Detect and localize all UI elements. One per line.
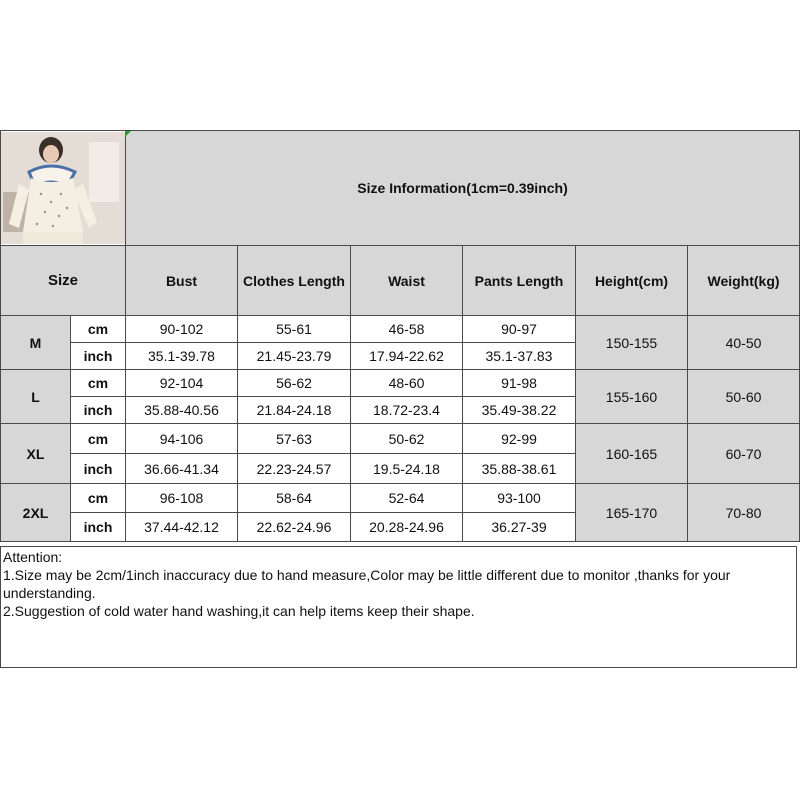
product-photo-cell	[1, 131, 126, 246]
table-cell: 48-60	[351, 370, 463, 397]
unit-cm: cm	[71, 424, 126, 454]
clothes-length-header: Clothes Length	[238, 246, 351, 316]
size-label: 2XL	[1, 484, 71, 542]
table-cell: 19.5-24.18	[351, 454, 463, 484]
table-cell: 52-64	[351, 484, 463, 513]
height-cell: 155-160	[576, 370, 688, 424]
weight-cell: 70-80	[688, 484, 800, 542]
unit-cm: cm	[71, 316, 126, 343]
table-cell: 92-104	[126, 370, 238, 397]
table-cell: 90-102	[126, 316, 238, 343]
table-cell: 21.84-24.18	[238, 397, 351, 424]
bust-header: Bust	[126, 246, 238, 316]
weight-cell: 50-60	[688, 370, 800, 424]
table-cell: 90-97	[463, 316, 576, 343]
height-header: Height(cm)	[576, 246, 688, 316]
table-cell: 96-108	[126, 484, 238, 513]
product-photo	[1, 132, 125, 244]
table-cell: 18.72-23.4	[351, 397, 463, 424]
height-cell: 150-155	[576, 316, 688, 370]
table-cell: 20.28-24.96	[351, 513, 463, 542]
table-row	[1, 424, 800, 454]
attention-note	[0, 546, 797, 668]
table-row	[1, 370, 800, 397]
table-cell: 50-62	[351, 424, 463, 454]
table-cell: 21.45-23.79	[238, 343, 351, 370]
table-cell: 93-100	[463, 484, 576, 513]
table-cell: 35.88-40.56	[126, 397, 238, 424]
table-cell: 58-64	[238, 484, 351, 513]
table-cell: 22.62-24.96	[238, 513, 351, 542]
table-cell: 55-61	[238, 316, 351, 343]
table-cell: 35.88-38.61	[463, 454, 576, 484]
pants-length-header: Pants Length	[463, 246, 576, 316]
size-label: L	[1, 370, 71, 424]
unit-inch: inch	[71, 343, 126, 370]
table-cell: 17.94-22.62	[351, 343, 463, 370]
table-cell: 94-106	[126, 424, 238, 454]
height-cell: 165-170	[576, 484, 688, 542]
table-cell: 36.27-39	[463, 513, 576, 542]
size-chart	[0, 130, 799, 542]
size-header: Size	[1, 246, 126, 316]
table-cell: 22.23-24.57	[238, 454, 351, 484]
table-cell: 46-58	[351, 316, 463, 343]
height-cell: 160-165	[576, 424, 688, 484]
attention-heading: Attention:	[3, 549, 63, 565]
waist-header: Waist	[351, 246, 463, 316]
attention-line-2: 2.Suggestion of cold water hand washing,it can help items keep their shape.	[3, 603, 475, 619]
table-cell: 91-98	[463, 370, 576, 397]
size-label: M	[1, 316, 71, 370]
unit-inch: inch	[71, 513, 126, 542]
size-info-title: Size Information(1cm=0.39inch)	[126, 131, 800, 246]
table-cell: 36.66-41.34	[126, 454, 238, 484]
size-table	[0, 130, 800, 542]
unit-cm: cm	[71, 484, 126, 513]
weight-header: Weight(kg)	[688, 246, 800, 316]
weight-cell: 60-70	[688, 424, 800, 484]
table-cell: 35.49-38.22	[463, 397, 576, 424]
table-cell: 92-99	[463, 424, 576, 454]
table-cell: 37.44-42.12	[126, 513, 238, 542]
size-label: XL	[1, 424, 71, 484]
unit-cm: cm	[71, 370, 126, 397]
table-cell: 57-63	[238, 424, 351, 454]
unit-inch: inch	[71, 397, 126, 424]
weight-cell: 40-50	[688, 316, 800, 370]
table-row	[1, 484, 800, 513]
table-cell: 35.1-37.83	[463, 343, 576, 370]
table-cell: 35.1-39.78	[126, 343, 238, 370]
table-row	[1, 316, 800, 343]
corner-mark	[125, 131, 131, 137]
unit-inch: inch	[71, 454, 126, 484]
attention-line-1: 1.Size may be 2cm/1inch inaccuracy due to hand measure,Color may be little different due to monitor ,thanks for your understanding.	[3, 567, 731, 601]
table-cell: 56-62	[238, 370, 351, 397]
